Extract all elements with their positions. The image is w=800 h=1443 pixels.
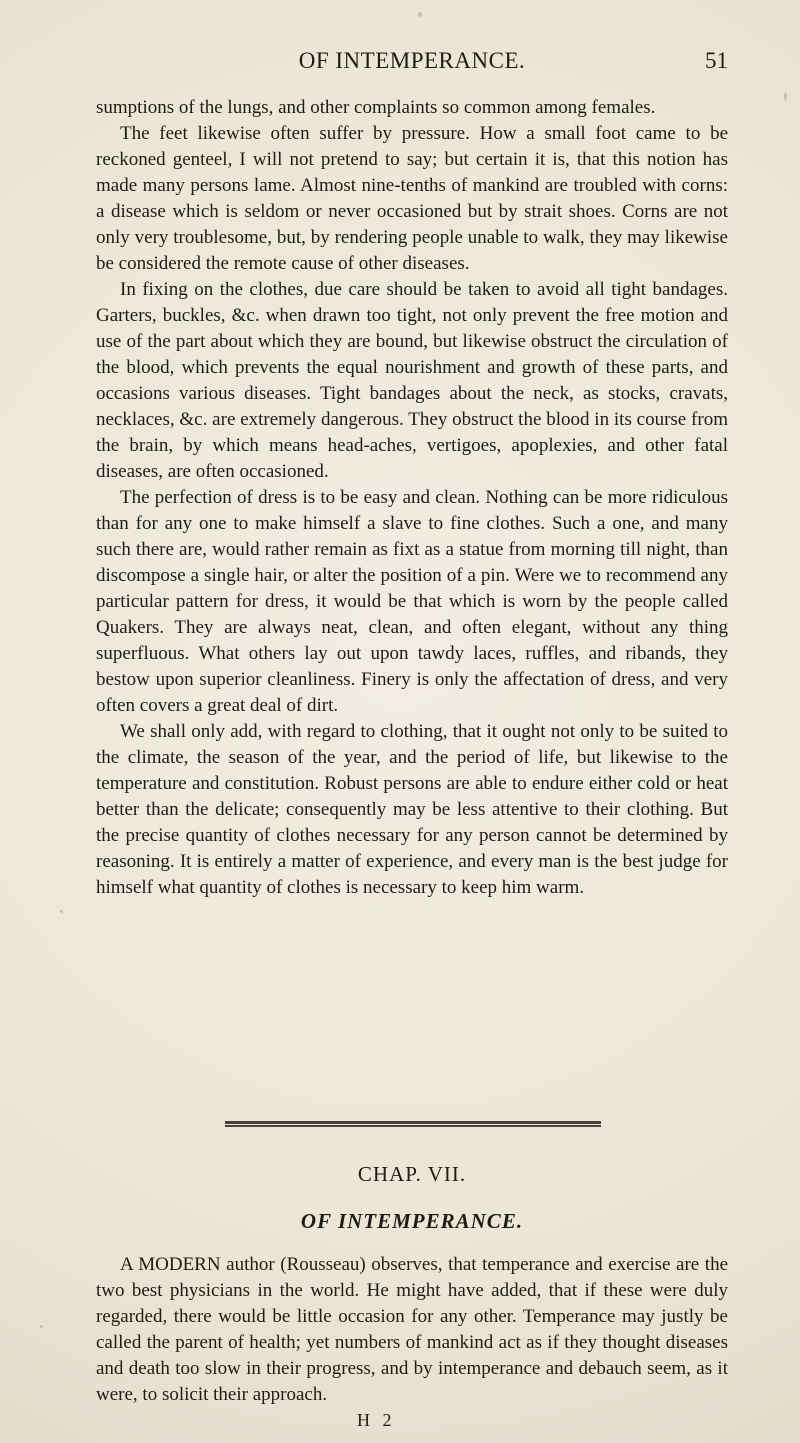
- chapter-text: [96, 1252, 728, 1408]
- paragraph: The perfection of dress is to be easy and clean. Nothing can be more ridiculous than for any one to make himself a slave to fine clothes. Such a one, and many such there are, would rather remain as fixt as a statue from morning till night, than discompose a single hair, or alter the position of a pin. Were we to recommend any particular pattern for dress, it would be that which is worn by the people called Quakers. They are always neat, clean, and often elegant, without any thing superfluous. What others lay out upon tawdy laces, ruffles, and ribands, they bestow upon superior cleanliness. Finery is only the affectation of dress, and very often covers a great deal of dirt.: [96, 487, 728, 716]
- paragraph: A MODERN author (Rousseau) observes, that temperance and exercise are the two best physicians in the world. He might have added, that if these were duly regarded, there would be little occasion for any other. Temperance may justly be called the parent of health; yet numbers of mankind act as if they thought diseases and death too slow in their progress, and by intemperance and debauch seem, as it were, to solicit their approach.: [96, 1254, 728, 1405]
- paragraph: In fixing on the clothes, due care should be taken to avoid all tight bandages. Garters, buckles, &c. when drawn too tight, not only prevent the free motion and use of the part about which they are bound, but likewise obstruct the circulation of the blood, which prevents the equal nourishment and growth of these parts, and occasions various diseases. Tight bandages about the neck, as stocks, cravats, necklaces, &c. are extremely dangerous. They obstruct the blood in its course from the brain, by which means head-aches, vertigoes, apoplexies, and other fatal diseases, are often occasioned.: [96, 279, 728, 482]
- paragraph: The feet likewise often suffer by pressure. How a small foot came to be reckoned genteel, I will not pretend to say; but certain it is, that this notion has made many persons lame. Almost nine-tenths of mankind are troubled with corns: a disease which is seldom or never occasioned but by strait shoes. Corns are not only very troublesome, but, by rendering people unable to walk, they may likewise be considered the remote cause of other diseases.: [96, 123, 728, 274]
- paper-speck: [418, 12, 422, 17]
- running-title: OF INTEMPERANCE.: [298, 48, 526, 73]
- running-header: [96, 48, 728, 86]
- main-text: [96, 95, 728, 901]
- paper-speck: [60, 910, 63, 913]
- paragraph: sumptions of the lungs, and other complaints so common among females.: [96, 97, 656, 118]
- paper-speck: [40, 1325, 43, 1328]
- chapter-title: OF INTEMPERANCE.: [300, 1209, 524, 1233]
- section-divider: [225, 1121, 601, 1127]
- paragraph: We shall only add, with regard to clothing, that it ought not only to be suited to the climate, the season of the year, and the period of life, but likewise to the temperature and constitution. Robust persons are able to endure either cold or heat better than the delicate; consequently may be less attentive to their clothing. But the precise quantity of clothes necessary for any person cannot be determined by reasoning. It is entirely a matter of experience, and every man is the best judge for himself what quantity of clothes is necessary to keep him warm.: [96, 721, 728, 898]
- signature-mark: H 2: [357, 1410, 396, 1430]
- page-number: 51: [705, 48, 728, 73]
- paper-speck: [784, 92, 787, 101]
- chapter-number: CHAP. VII.: [357, 1162, 467, 1186]
